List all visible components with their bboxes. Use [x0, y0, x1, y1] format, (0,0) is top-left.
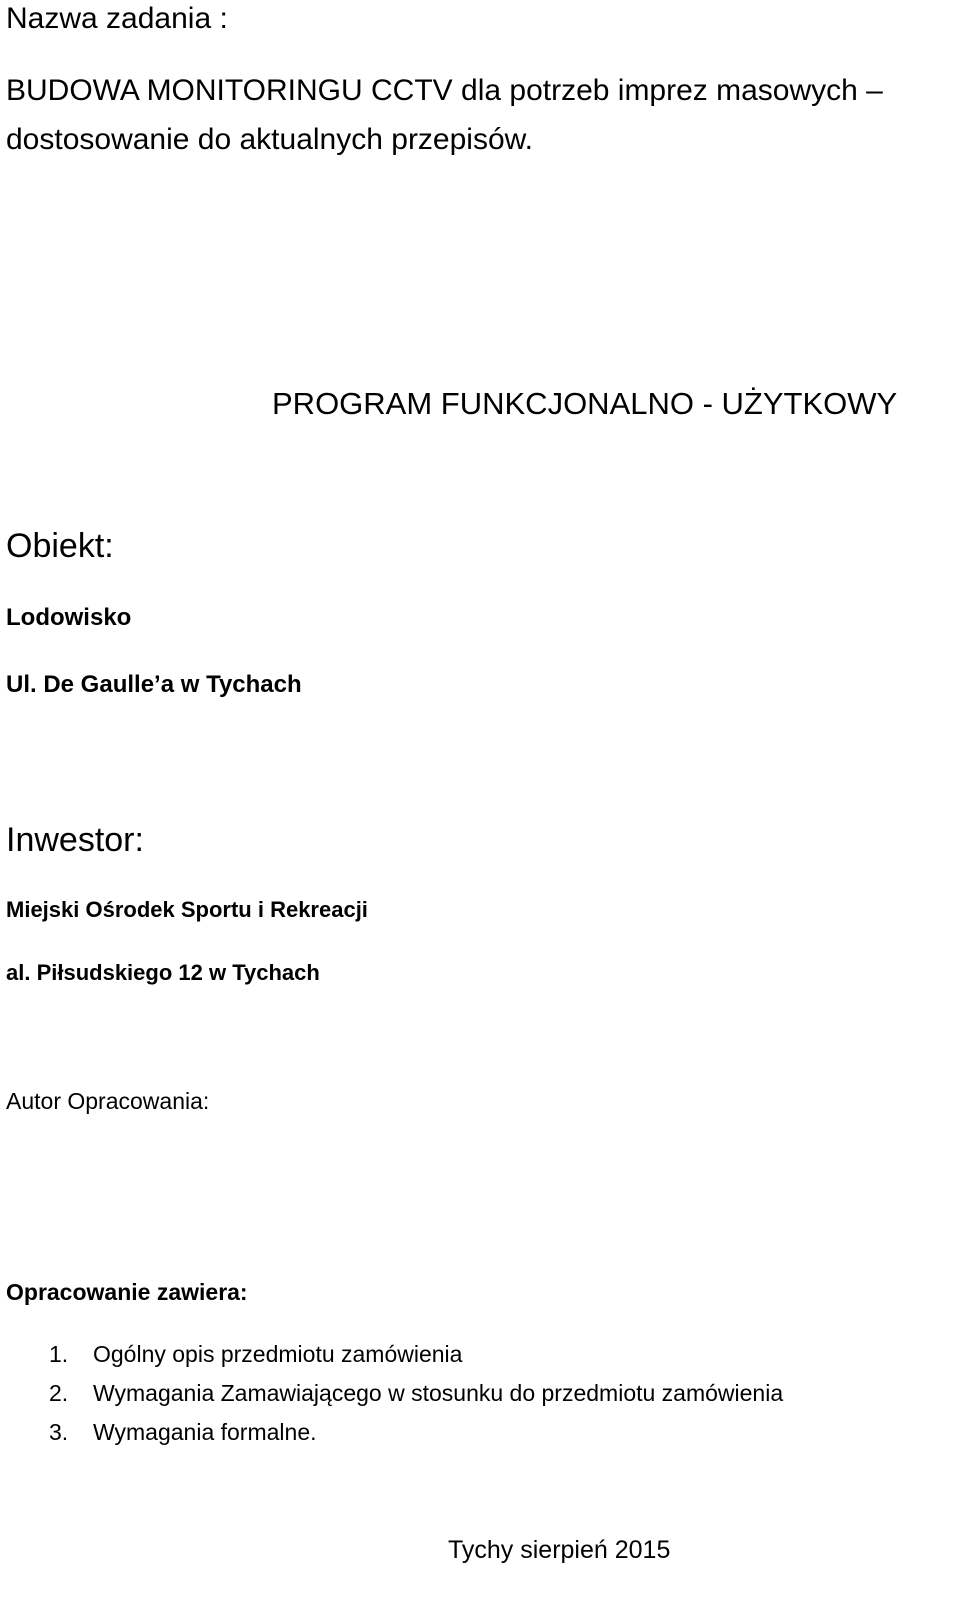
object-heading: Obiekt:: [6, 527, 114, 565]
list-item-text: Ogólny opis przedmiotu zamówienia: [93, 1341, 463, 1367]
list-item-number: 1.: [49, 1341, 69, 1367]
contents-heading: Opracowanie zawiera:: [6, 1279, 248, 1305]
task-title-line-1: BUDOWA MONITORINGU CCTV dla potrzeb imprez masowych –: [6, 74, 883, 107]
list-item: [49, 1418, 783, 1457]
footer-place-date: Tychy sierpień 2015: [448, 1536, 671, 1564]
list-item-number: 2.: [49, 1380, 69, 1406]
list-item-text: Wymagania Zamawiającego w stosunku do przedmiotu zamówienia: [93, 1380, 784, 1406]
task-name-label: Nazwa zadania :: [6, 2, 228, 35]
investor-address: al. Piłsudskiego 12 w Tychach: [6, 960, 320, 985]
author-label: Autor Opracowania:: [6, 1088, 210, 1114]
investor-name: Miejski Ośrodek Sportu i Rekreacji: [6, 897, 368, 922]
object-name: Lodowisko: [6, 604, 132, 631]
investor-heading: Inwestor:: [6, 821, 144, 859]
list-item-text: Wymagania formalne.: [93, 1419, 317, 1445]
list-item: [49, 1379, 783, 1418]
task-title-line-2: dostosowanie do aktualnych przepisów.: [6, 123, 533, 156]
list-item: [49, 1340, 783, 1379]
list-item-number: 3.: [49, 1419, 69, 1445]
object-address: Ul. De Gaulle’a w Tychach: [6, 671, 302, 698]
program-title: PROGRAM FUNKCJONALNO - UŻYTKOWY: [272, 386, 898, 421]
contents-list: [49, 1340, 783, 1457]
